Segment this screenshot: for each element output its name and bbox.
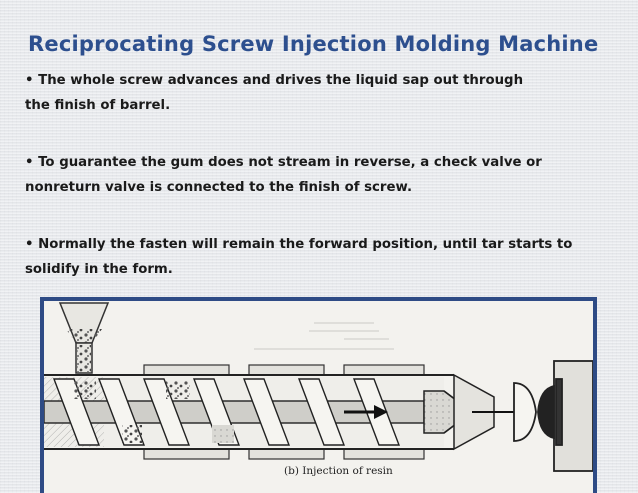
bullet-3-line-2: solidify in the form. [25, 262, 173, 277]
diagram-canvas [44, 301, 593, 493]
bullet-2 [25, 150, 615, 200]
bullet-2-line-1: • To guarantee the gum does not stream in reverse, a check valve or [25, 155, 542, 170]
bullet-1-line-2: the finish of barrel. [25, 98, 171, 113]
injection-diagram-figure [40, 297, 597, 493]
hopper [60, 303, 108, 373]
mold [514, 361, 593, 471]
bullet-2-line-2: nonreturn valve is connected to the finish of screw. [25, 180, 412, 195]
slide-title: Reciprocating Screw Injection Molding Machine [28, 32, 599, 56]
bullet-1 [25, 68, 615, 118]
bullet-1-line-1: • The whole screw advances and drives the liquid sap out through [25, 73, 524, 88]
figure-caption: (b) Injection of resin [284, 465, 393, 477]
bullet-3 [25, 232, 615, 282]
bullet-3-line-1: • Normally the fasten will remain the forward position, until tar starts to [25, 237, 573, 252]
paper-texture [254, 323, 394, 349]
